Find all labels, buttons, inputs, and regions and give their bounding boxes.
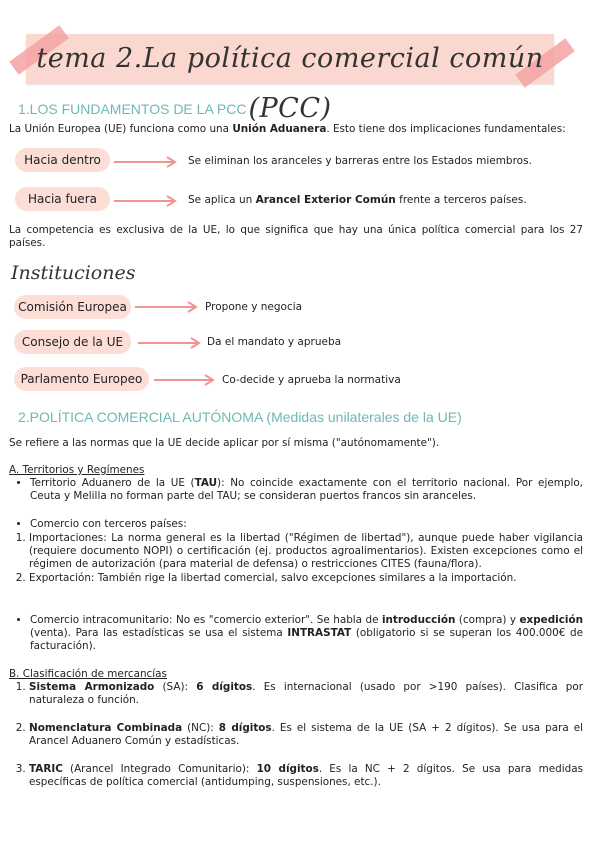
- arrow-icon: [152, 373, 220, 387]
- hacia-fuera-desc: Se aplica un Arancel Exterior Común frente a terceros países.: [188, 194, 527, 206]
- arrow-icon: [112, 194, 182, 208]
- list-item: 3. TARIC (Arancel Integrado Comunitario): 10 dígitos. Es la NC + 2 dígitos. Se usa para medidas específicas de política comercial (antidumping, suspensiones, etc.).: [29, 763, 583, 789]
- intra-block: [9, 614, 583, 654]
- parlamento-desc: Co-decide y aprueba la normativa: [222, 374, 401, 386]
- arrow-icon: [112, 155, 182, 169]
- pill-hacia-dentro: Hacia dentro: [15, 148, 110, 172]
- list-item: 2. Nomenclatura Combinada (NC): 8 dígitos. Es el sistema de la UE (SA + 2 dígitos). Se usa para el Arancel Aduanero Común y estadísticas.: [29, 722, 583, 748]
- consejo-desc: Da el mandato y aprueba: [207, 336, 342, 348]
- list-item: • Comercio con terceros países:: [30, 518, 583, 531]
- pill-consejo: Consejo de la UE: [14, 330, 131, 354]
- arrow-icon: [136, 336, 206, 350]
- list-item: • Territorio Aduanero de la UE (TAU): No coincide exactamente con el territorio nacional. Por ejemplo, Ceuta y Melilla no forman parte del TAU; se consideran puertos francos sin aranceles.: [30, 477, 583, 503]
- pill-hacia-fuera: Hacia fuera: [15, 187, 110, 211]
- section1-heading: 1.LOS FUNDAMENTOS DE LA PCC: [18, 101, 247, 117]
- tau-block: [9, 477, 583, 503]
- hacia-dentro-desc: Se eliminan los aranceles y barreras entre los Estados miembros.: [188, 155, 532, 167]
- instituciones-heading: Instituciones: [11, 262, 136, 284]
- competence-text: La competencia es exclusiva de la UE, lo que significa que hay una única política comercial para los 27 países.: [9, 224, 583, 250]
- comision-desc: Propone y negocia: [205, 301, 303, 313]
- import-export-list: [9, 532, 583, 585]
- section2-heading: 2.POLÍTICA COMERCIAL AUTÓNOMA (Medidas unilaterales de la UE): [18, 409, 462, 425]
- classif-item-1: [9, 681, 583, 707]
- section2-intro: Se refiere a las normas que la UE decide aplicar por sí misma ("autónomamente").: [9, 437, 440, 449]
- pill-comision: Comisión Europea: [14, 295, 131, 319]
- list-item: • Comercio intracomunitario: No es "comercio exterior". Se habla de introducción (compra) y expedición (venta). Para las estadísticas se usa el sistema INTRASTAT (obligatorio si se superan los 400.000€ de facturación).: [30, 614, 583, 654]
- list-item: 2. Exportación: También rige la libertad comercial, salvo excepciones similares a la importación.: [29, 572, 583, 585]
- page-title: tema 2.La política comercial común (PCC): [36, 43, 544, 124]
- pill-parlamento: Parlamento Europeo: [14, 367, 149, 391]
- list-item: 1. Importaciones: La norma general es la libertad ("Régimen de libertad"), aunque puede haber vigilancia (requiere documento NOPI) o certificación (ej. productos agroalimentarios). Existen excepciones como el régimen de autorización (para material de defensa) o restricciones CITES (fauna/flora).: [29, 532, 583, 572]
- classif-item-2: [9, 722, 583, 748]
- section1-intro: La Unión Europea (UE) funciona como una Unión Aduanera. Esto tiene dos implicaciones fundamentales:: [9, 123, 566, 135]
- list-item: 1. Sistema Armonizado (SA): 6 dígitos. Es internacional (usado por >190 países). Clasifica por naturaleza o función.: [29, 681, 583, 707]
- classif-item-3: [9, 763, 583, 789]
- subheading-a: A. Territorios y Regímenes: [9, 464, 145, 476]
- subheading-b: B. Clasificación de mercancías: [9, 668, 167, 680]
- arrow-icon: [133, 300, 203, 314]
- terceros-block: [9, 518, 583, 531]
